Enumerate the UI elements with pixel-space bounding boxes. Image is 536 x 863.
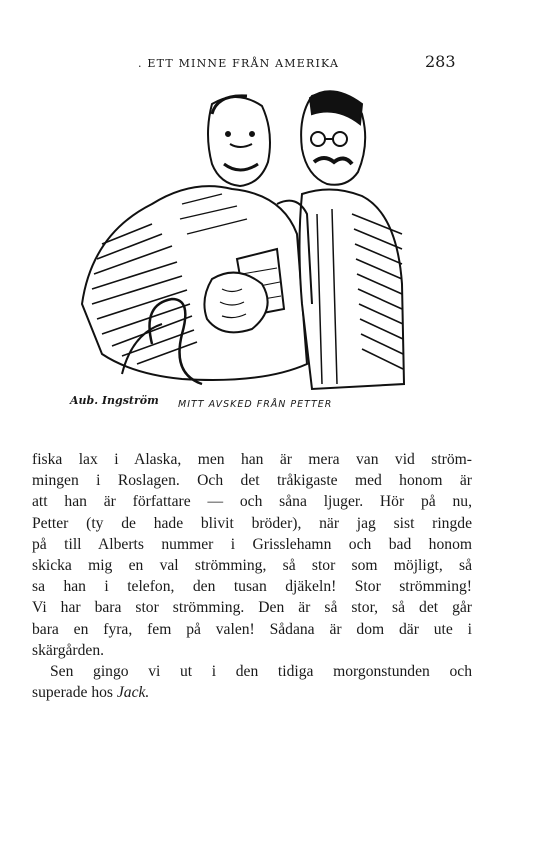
running-title: . ETT MINNE FRÅN AMERIKA (138, 57, 340, 70)
text-line: att han är författare — och såna ljuger. Hör på nu, (32, 493, 472, 511)
text-line: skärgården. (32, 641, 105, 659)
artist-signature: Aub. Ingström (70, 394, 159, 407)
page-number: 283 (425, 52, 456, 71)
text-line: Sen gingo vi ut i den tidiga morgonstunden och (50, 663, 472, 681)
text-fragment: superade hos (32, 684, 117, 702)
text-line: bara en fyra, fem på valen! Sådana är dom där ute i (32, 620, 472, 638)
illustration-two-men (62, 84, 414, 422)
text-line: sa han i telefon, den tusan djäkeln! Stor strömming! (32, 578, 472, 596)
name-jack: Jack. (116, 684, 150, 702)
text-line: på till Alberts nummer i Grisslehamn och bad honom (32, 535, 472, 553)
text-line: mingen i Roslagen. Och det tråkigaste med honom är (32, 472, 472, 490)
body-text (32, 449, 472, 703)
text-line: Petter (ty de hade blivit bröder), när jag sist ringde (32, 514, 472, 532)
left-man-figure (82, 96, 307, 384)
text-line: fiska lax i Alaska, men han är mera van vid ström- (32, 451, 472, 468)
text-line: skicka mig en val strömming, så stor som möjligt, så (32, 557, 472, 575)
text-line-last (32, 682, 472, 703)
illustration-caption: MITT AVSKED FRÅN PETTER (178, 399, 333, 410)
running-head (0, 52, 536, 75)
text-line: Vi har bara stor strömming. Den är så stor, så det går (32, 599, 472, 617)
